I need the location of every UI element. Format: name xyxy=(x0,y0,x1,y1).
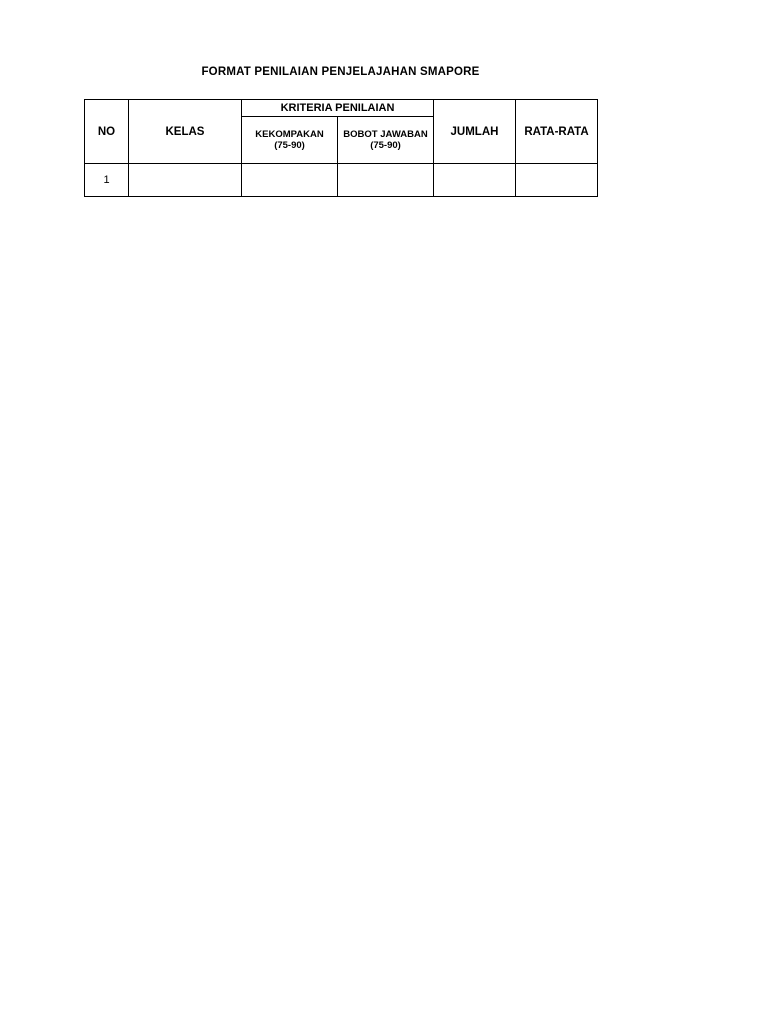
cell-no: 1 xyxy=(85,164,129,197)
cell-rata-rata xyxy=(516,164,598,197)
cell-kelas xyxy=(129,164,242,197)
table-row xyxy=(85,164,598,197)
header-jumlah: JUMLAH xyxy=(434,100,516,164)
header-rata-rata: RATA-RATA xyxy=(516,100,598,164)
header-kekompakan xyxy=(242,117,338,164)
header-bobot-jawaban-range: (75-90) xyxy=(370,140,401,151)
cell-kekompakan xyxy=(242,164,338,197)
table-body xyxy=(85,164,598,197)
document-title: FORMAT PENILAIAN PENJELAJAHAN SMAPORE xyxy=(201,66,480,78)
header-criteria-group: KRITERIA PENILAIAN xyxy=(242,100,434,117)
header-kekompakan-label: KEKOMPAKAN xyxy=(255,129,324,140)
header-no: NO xyxy=(85,100,129,164)
assessment-table xyxy=(84,99,598,197)
header-kelas: KELAS xyxy=(129,100,242,164)
cell-jumlah xyxy=(434,164,516,197)
header-bobot-jawaban xyxy=(338,117,434,164)
cell-bobot-jawaban xyxy=(338,164,434,197)
table-header xyxy=(85,100,598,164)
header-kekompakan-range: (75-90) xyxy=(274,140,305,151)
header-bobot-jawaban-label: BOBOT JAWABAN xyxy=(343,129,428,140)
